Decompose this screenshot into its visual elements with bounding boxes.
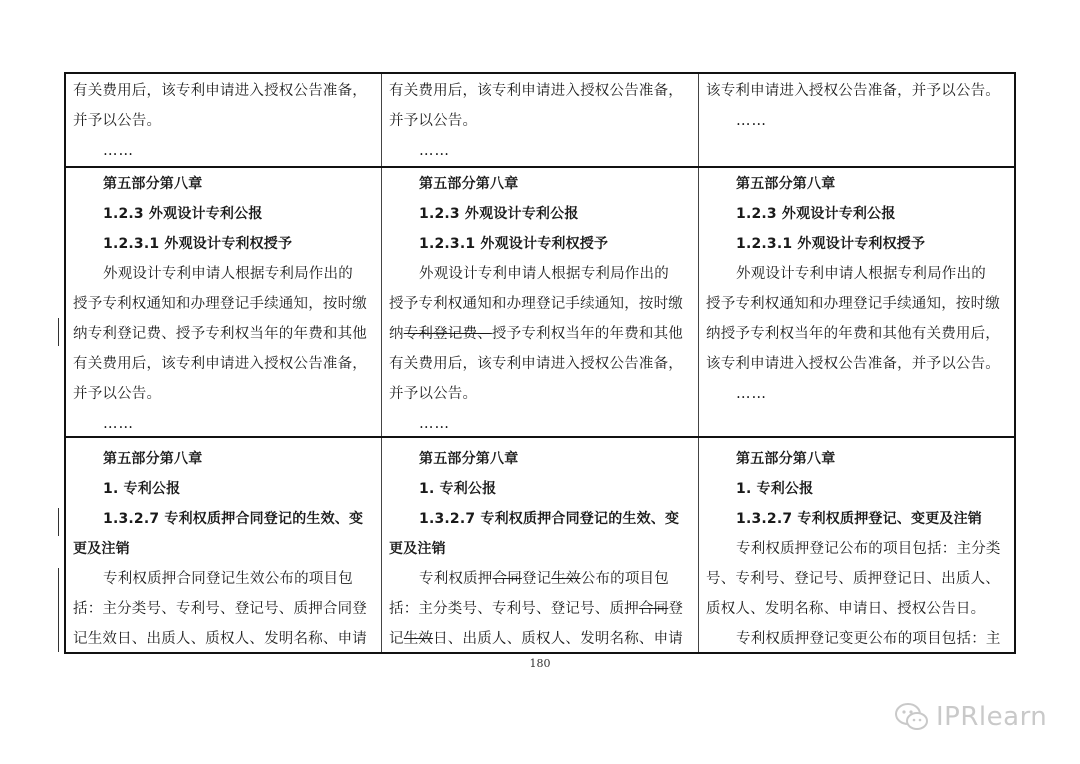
text-line: 有关费用后，该专利申请进入授权公告准备， xyxy=(389,83,683,99)
ellipsis: …… xyxy=(103,143,134,159)
subsection-heading: 1.2.3.1 外观设计专利权授予 xyxy=(419,236,609,252)
text-line: 专利权质押登记变更公布的项目包括：主 xyxy=(736,631,1001,647)
text-line: 纳授予专利权当年的年费和其他有关费用后， xyxy=(706,326,1000,342)
revision-bar xyxy=(58,508,59,536)
table-cell-markup xyxy=(382,168,699,436)
subsection-heading-cont: 更及注销 xyxy=(73,541,130,557)
chapter-heading: 第五部分第八章 xyxy=(419,176,519,192)
text-line: 并予以公告。 xyxy=(73,386,162,402)
deleted-text: 生效 xyxy=(403,631,434,647)
section-heading: 1. 专利公报 xyxy=(103,481,181,497)
ellipsis: …… xyxy=(419,416,450,432)
section-heading: 1.2.3 外观设计专利公报 xyxy=(103,206,263,222)
table-cell-original xyxy=(66,438,382,652)
text-line: 有关费用后，该专利申请进入授权公告准备， xyxy=(73,356,367,372)
text-line: 并予以公告。 xyxy=(389,386,478,402)
subsection-heading-cont: 更及注销 xyxy=(389,541,446,557)
text-line: 有关费用后，该专利申请进入授权公告准备， xyxy=(73,83,367,99)
table-cell-original xyxy=(66,168,382,436)
table-row xyxy=(66,438,1014,652)
text-run: 日、出质人、质权人、发明名称、申请 xyxy=(433,631,684,647)
subsection-heading: 1.3.2.7 专利权质押合同登记的生效、变 xyxy=(103,511,364,527)
text-line: 并予以公告。 xyxy=(73,113,162,129)
text-line xyxy=(389,319,692,349)
section-heading: 1.2.3 外观设计专利公报 xyxy=(736,206,896,222)
subsection-heading: 1.3.2.7 专利权质押登记、变更及注销 xyxy=(736,511,982,527)
text-line: 该专利申请进入授权公告准备，并予以公告。 xyxy=(706,356,1000,372)
text-line: 外观设计专利申请人根据专利局作出的 xyxy=(103,266,353,282)
chapter-heading: 第五部分第八章 xyxy=(419,451,519,467)
subsection-heading: 1.2.3.1 外观设计专利权授予 xyxy=(103,236,293,252)
ellipsis: …… xyxy=(736,113,767,129)
text-run: 公布的项目包 xyxy=(580,571,669,587)
watermark-text: IPRlearn xyxy=(936,702,1048,732)
chapter-heading: 第五部分第八章 xyxy=(103,451,203,467)
text-line: 号、专利号、登记号、质押登记日、出质人、 xyxy=(706,571,1000,587)
section-heading: 1. 专利公报 xyxy=(736,481,814,497)
table-row xyxy=(66,168,1014,438)
subsection-heading: 1.3.2.7 专利权质押合同登记的生效、变 xyxy=(419,511,680,527)
text-line: 并予以公告。 xyxy=(389,113,478,129)
chapter-heading: 第五部分第八章 xyxy=(736,451,836,467)
text-line: 外观设计专利申请人根据专利局作出的 xyxy=(736,266,986,282)
watermark xyxy=(894,702,1047,732)
text-line: 有关费用后，该专利申请进入授权公告准备， xyxy=(389,356,683,372)
section-heading: 1.2.3 外观设计专利公报 xyxy=(419,206,579,222)
deleted-text: 生效 xyxy=(551,571,581,587)
page-number: 180 xyxy=(529,657,551,670)
subsection-heading: 1.2.3.1 外观设计专利权授予 xyxy=(736,236,926,252)
ellipsis: …… xyxy=(103,416,134,432)
text-line: 专利权质押登记公布的项目包括：主分类 xyxy=(736,541,1001,557)
text-line: 质权人、发明名称、申请日、授权公告日。 xyxy=(706,601,986,617)
table-cell-revised xyxy=(699,168,1014,436)
text-line: 括：主分类号、专利号、登记号、质押合同登 xyxy=(73,601,367,617)
text-run: 授予专利权当年的年费和其他 xyxy=(491,326,684,342)
text-line: 授予专利权通知和办理登记手续通知，按时缴 xyxy=(73,296,367,312)
wechat-icon xyxy=(894,702,930,732)
revision-bar xyxy=(58,318,59,346)
table-cell-markup xyxy=(382,74,699,166)
table-cell-revised xyxy=(699,438,1014,652)
table-cell-original xyxy=(66,74,382,166)
text-line: 纳专利登记费、授予专利权当年的年费和其他 xyxy=(73,326,367,342)
chapter-heading: 第五部分第八章 xyxy=(103,176,203,192)
text-line xyxy=(389,564,692,594)
text-run: 登 xyxy=(668,601,684,617)
text-run: 专利权质押 xyxy=(419,571,493,587)
text-line: 记生效日、出质人、质权人、发明名称、申请 xyxy=(73,631,367,647)
text-line: 授予专利权通知和办理登记手续通知，按时缴 xyxy=(389,296,683,312)
text-line: 授予专利权通知和办理登记手续通知，按时缴 xyxy=(706,296,1000,312)
text-run: 括：主分类号、专利号、登记号、质押 xyxy=(389,601,639,617)
text-line: 专利权质押合同登记生效公布的项目包 xyxy=(103,571,353,587)
ellipsis: …… xyxy=(419,143,450,159)
section-heading: 1. 专利公报 xyxy=(419,481,497,497)
revision-bar xyxy=(58,568,59,652)
text-line: 外观设计专利申请人根据专利局作出的 xyxy=(419,266,669,282)
text-run: 记 xyxy=(389,631,404,647)
table-cell-revised xyxy=(699,74,1014,166)
table-row xyxy=(66,74,1014,168)
text-run: 纳 xyxy=(389,326,404,342)
comparison-table xyxy=(64,72,1016,654)
deleted-text: 合同 xyxy=(492,571,522,587)
text-line: 该专利申请进入授权公告准备，并予以公告。 xyxy=(706,83,1000,99)
text-run: 登记 xyxy=(521,571,552,587)
chapter-heading: 第五部分第八章 xyxy=(736,176,836,192)
deleted-text: 专利登记费、 xyxy=(403,326,492,342)
deleted-text: 合同 xyxy=(638,601,669,617)
ellipsis: …… xyxy=(736,386,767,402)
table-cell-markup xyxy=(382,438,699,652)
text-line xyxy=(389,594,692,624)
text-line xyxy=(389,624,692,652)
